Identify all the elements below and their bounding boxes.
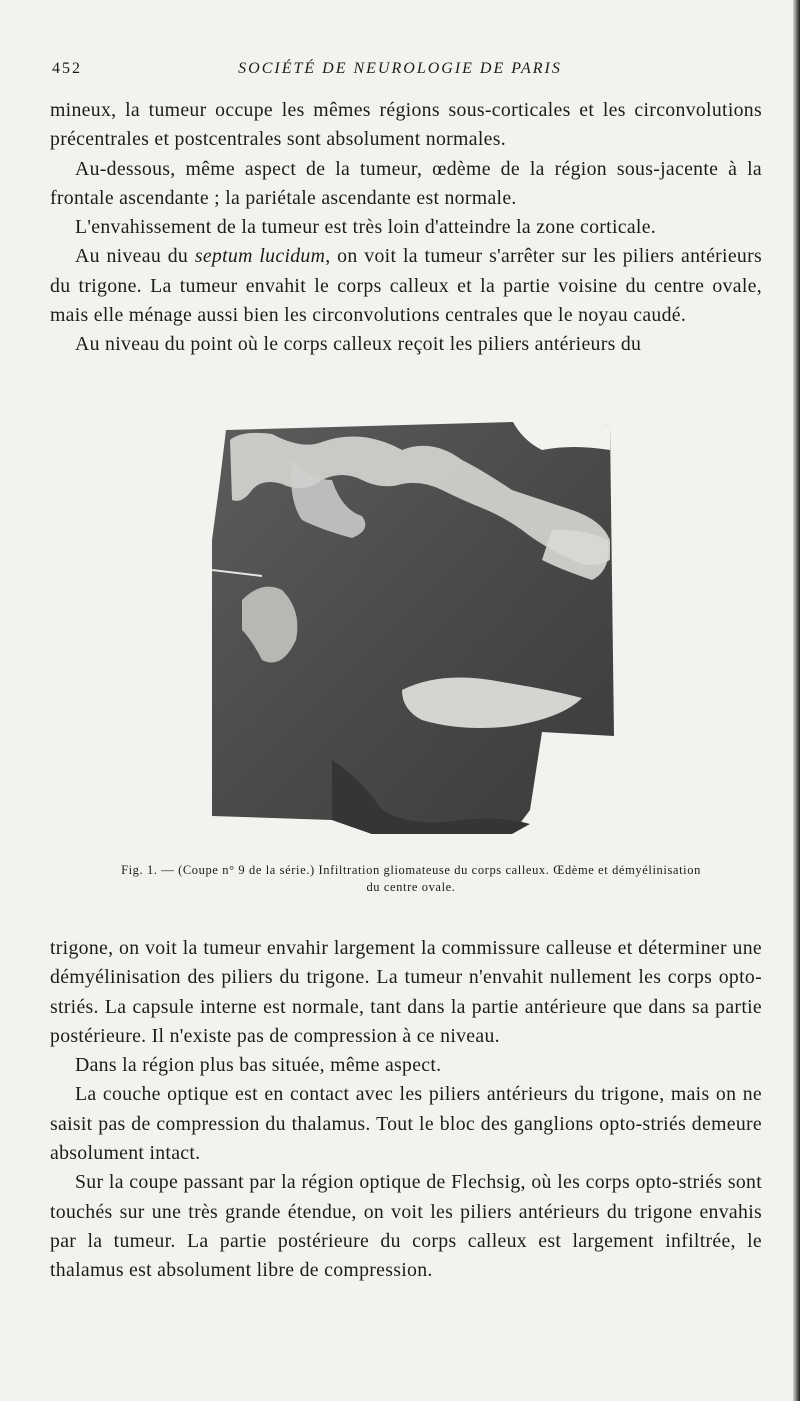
figure-caption (56, 862, 766, 896)
brain-section-photo (212, 420, 614, 834)
running-title: SOCIÉTÉ DE NEUROLOGIE DE PARIS (238, 60, 562, 77)
body-text-top (50, 96, 762, 360)
paragraph: Dans la région plus bas située, même aspect. (75, 1054, 442, 1077)
paragraph-text: , on voit la tumeur s'arrêter sur les piliers antérieurs du trigone. La tumeur envahit le corps calleux et la partie voisine du centre ovale, mais elle ménage aussi bien les circonvolutions centrales que le noyau caudé. (50, 245, 762, 327)
figure-caption-line: du centre ovale. (366, 880, 456, 894)
page-header (52, 60, 748, 84)
italic-term: septum lucidum (194, 245, 326, 268)
paragraph: La couche optique est en contact avec les piliers antérieurs du trigone, mais on ne saisit pas de compression du thalamus. Tout le bloc des ganglions opto-striés demeure absolument intact. (50, 1083, 762, 1165)
body-text-bottom (50, 934, 762, 1286)
page-edge-shadow (793, 0, 800, 1401)
paragraph-text: Au niveau du (75, 245, 195, 268)
paragraph: Au-dessous, même aspect de la tumeur, œdème de la région sous-jacente à la frontale ascendante ; la pariétale ascendante est normale. (50, 157, 762, 209)
paragraph: L'envahissement de la tumeur est très loin d'atteindre la zone corticale. (75, 216, 657, 239)
paragraph: Au niveau du point où le corps calleux reçoit les piliers antérieurs du (75, 333, 642, 356)
paragraph: mineux, la tumeur occupe les mêmes régions sous-corticales et les circonvolutions précentrales et postcentrales sont absolument normales. (50, 99, 762, 151)
figure-caption-line: Fig. 1. — (Coupe n° 9 de la série.) Infiltration gliomateuse du corps calleux. Œdème et démyélinisation (121, 863, 701, 877)
paragraph: Sur la coupe passant par la région optique de Flechsig, où les corps opto-striés sont touchés sur une très grande étendue, on voit les piliers antérieurs du trigone envahis par la tumeur. La partie postérieure du corps calleux est largement infiltrée, le thalamus est absolument libre de compression. (50, 1171, 762, 1282)
paragraph: trigone, on voit la tumeur envahir largement la commissure calleuse et déterminer une démyélinisation des piliers du trigone. La tumeur n'envahit nullement les corps opto-striés. La capsule interne est normale, tant dans la partie antérieure que dans sa partie postérieure. Il n'existe pas de compression à ce niveau. (50, 937, 762, 1047)
paragraph (50, 242, 762, 330)
page-number: 452 (52, 60, 82, 77)
